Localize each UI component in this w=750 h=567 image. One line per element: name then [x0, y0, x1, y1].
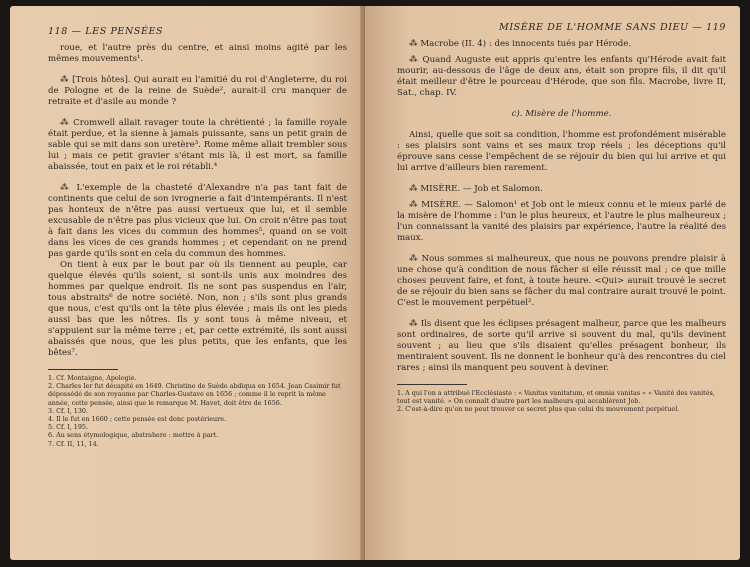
right-running-header: MISÈRE DE L'HOMME SANS DIEU — 119 [499, 22, 726, 33]
left-paragraph: ⁂ [Trois hôtes]. Qui aurait eu l'amitié du roi d'Angleterre, du roi de Pologne et de la reine de Suède², aurait-il cru manquer de retraite et d'asile au monde ? [48, 75, 347, 107]
left-footnote: 6. Au sens étymologique, abstrahere : mettre à part. [48, 431, 219, 440]
left-paragraph: roue, et l'autre près du centre, et ainsi moins agité par les mêmes mouvements¹. [48, 43, 347, 64]
open-book [10, 6, 740, 560]
left-paragraph: ⁂ Cromwell allait ravager toute la chrétienté ; la famille royale était perdue, et la sienne à jamais puissante, sans un petit grain de sable qui se mit dans son uretère³. Rome même allait trembler sous lui ; mais ce petit gravier s'étant mis là, il est mort, sa famille abaissée, tout en paix et le roi rétabli.⁴ [48, 118, 347, 172]
left-footnote: 4. Il le fut en 1660 ; cette pensée est donc postérieure. [48, 415, 227, 424]
left-footnote: 5. Cf. I, 195. [48, 423, 89, 432]
section-title: c). Misère de l'homme. [511, 109, 612, 119]
right-page [365, 6, 740, 560]
left-paragraph: On tient à eux par le bout par où ils tiennent au peuple, car quelque élevés qu'ils soient, si sont-ils unis aux moindres des hommes par quelque endroit. Ils ne sont pas suspendus en l'air, tous abstraits⁶ de notre société. Non, non ; s'ils sont plus grands que nous, c'est qu'ils ont la tête plus élevée ; mais ils ont les pieds aussi bas que les nôtres. Ils y sont tous à même niveau, et s'appuient sur la même terre ; et, par cette extrémité, ils sont aussi abaissés que nous, que les plus petits, que les enfants, que les bêtes⁷. [48, 260, 347, 358]
left-footnote: 7. Cf. II, 11, 14. [48, 439, 99, 448]
right-footnote: 1. A qui l'on a attribué l'Ecclésiaste : « Vanitas vanitatum, et omnia vanitas » « Vanité des vanités, tout est vanité. » On connaît d'autre part les malheurs qui accablèrent Job. [397, 389, 715, 406]
left-footnote: 3. Cf. I, 130. [48, 406, 89, 415]
right-paragraph: ⁂ Ils disent que les éclipses présagent malheur, parce que les malheurs sont ordinaires, de sorte qu'il arrive si souvent du mal, qu'ils devinent souvent ; au lieu que s'ils disaient qu'elles présagent bonheur, ils mentiraient souvent. Ils ne donnent le bonheur qu'à des rencontres du ciel rares ; ainsi ils manquent peu souvent à deviner. [397, 319, 726, 373]
right-paragraph: ⁂ Nous sommes si malheureux, que nous ne pouvons prendre plaisir à une chose qu'à condition de nous fâcher si elle réussit mal ; ce que mille choses peuvent faire, et font, à toute heure. <Qui> aurait trouvé le secret de se réjouir du bien sans se fâcher du mal contraire aurait trouvé le point. C'est le mouvement perpétuel². [397, 254, 726, 308]
right-paragraph: ⁂ MISÈRE. — Job et Salomon. [409, 184, 543, 194]
left-page [10, 6, 365, 560]
right-footnote: 2. C'est-à-dire qu'on ne peut trouver ce secret plus que celui du mouvement perpétuel. [397, 405, 680, 414]
left-running-header: 118 — LES PENSÉES [48, 26, 164, 37]
right-paragraph: ⁂ MISÈRE. — Salomon¹ et Job ont le mieux connu et le mieux parlé de la misère de l'homme : l'un le plus heureux, et l'autre le plus malheureux ; l'un connaissant la vanité des plaisirs par expérience, l'autre la réalité des maux. [397, 200, 726, 243]
footnote-rule [48, 369, 118, 370]
right-paragraph: ⁂ Quand Auguste eut appris qu'entre les enfants qu'Hérode avait fait mourir, au-dessous de l'âge de deux ans, était son propre fils, il dit qu'il était meilleur d'être le pourceau d'Hérode, que son fils. Macrobe, livre II, Sat., chap. IV. [397, 55, 726, 98]
right-paragraph: Ainsi, quelle que soit sa condition, l'homme est profondément misérable : ses plaisirs sont vains et ses maux trop réels ; les déceptions qu'il éprouve sans cesse l'empêchent de se réjouir du bien qui lui arrive et qui lui arrive d'ailleurs bien rarement. [397, 130, 726, 173]
right-paragraph: ⁂ Macrobe (II. 4) : des innocents tués par Hérode. [409, 39, 632, 49]
left-footnote: 1. Cf. Montaigne, Apologie. [48, 374, 137, 382]
footnote-rule [397, 384, 467, 385]
left-footnote: 2. Charles Ier fut décapité en 1649. Christine de Suède abdiqua en 1654. Jean Casimir fut dépossédé de son royaume par Charles-Gustave en 1656 ; comme il le reprit la même année, cette pensée, ainsi que le remarque M. Havet, doit être de 1656. [48, 382, 341, 407]
left-paragraph: ⁂ L'exemple de la chasteté d'Alexandre n'a pas tant fait de continents que celui de son ivrognerie a fait d'intempérants. Il n'est pas honteux de n'être pas aussi vertueux que lui, et il semble excusable de n'être pas plus vicieux que lui. On croit n'être pas tout à fait dans les vices du commun des hommes⁵, quand on se voit dans les vices de ces grands hommes ; et cependant on ne prend pas garde qu'ils sont en cela du commun des hommes. [48, 183, 347, 259]
